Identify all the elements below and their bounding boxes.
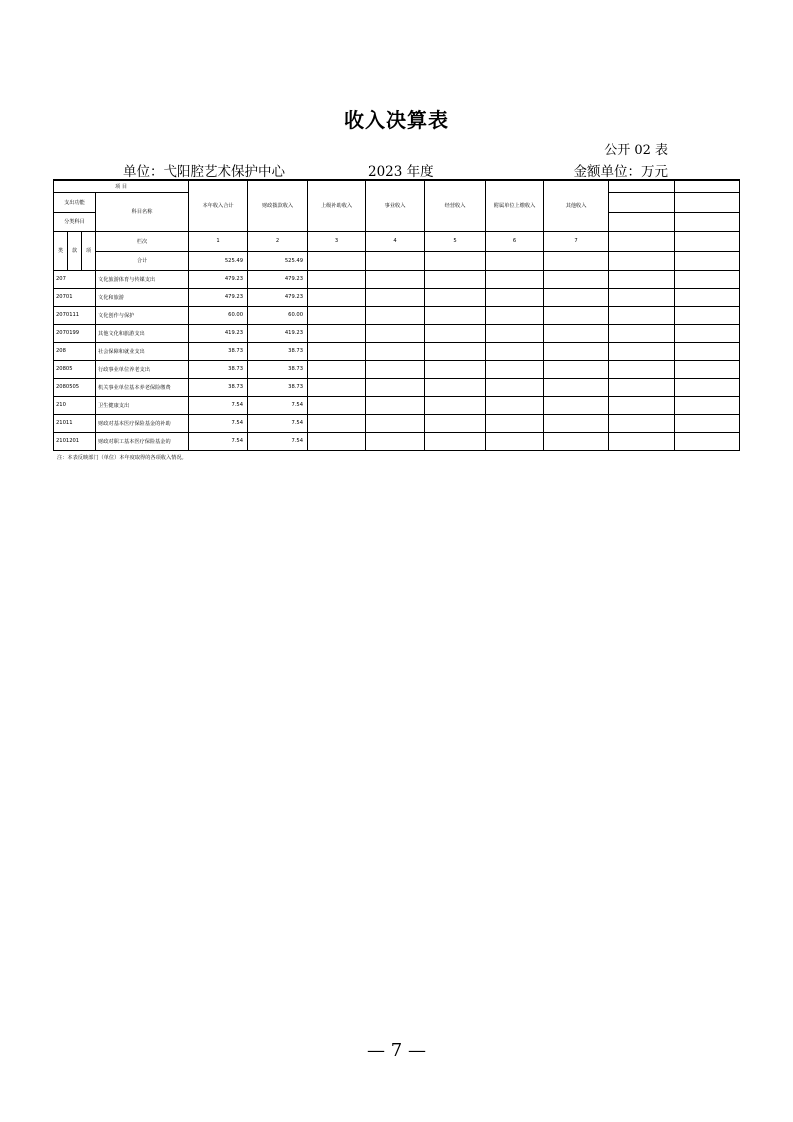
row-name: 其他文化和旅游支出 (96, 324, 189, 342)
total-row (54, 251, 740, 270)
col-seq-label: 栏次 (96, 231, 189, 251)
table-row (54, 378, 740, 396)
total-row-label: 合计 (96, 251, 189, 270)
row-total: 7.54 (189, 414, 248, 432)
row-code: 21011 (54, 414, 96, 432)
table-row (54, 432, 740, 450)
col-number: 5 (425, 231, 486, 251)
row-code: 2101201 (54, 432, 96, 450)
page-number: — 7 — (367, 1040, 426, 1061)
row-name: 机关事业单位基本养老保险缴费 (96, 378, 189, 396)
row-fiscal: 7.54 (248, 432, 308, 450)
table-row (54, 396, 740, 414)
func-class-label: 支出功能 (54, 192, 96, 212)
row-name: 文化创作与保护 (96, 306, 189, 324)
row-name: 文化旅游体育与传媒支出 (96, 270, 189, 288)
col-number: 3 (308, 231, 366, 251)
row-code: 207 (54, 270, 96, 288)
project-header: 项 目 (54, 180, 189, 192)
row-name: 财政对基本医疗保险基金的补助 (96, 414, 189, 432)
form-number: 公开 02 表 (604, 143, 668, 158)
table-note: 注：本表反映部门（单位）本年度取得的各项收入情况。 (57, 455, 187, 461)
total-fiscal-income: 525.49 (248, 251, 308, 270)
col-number: 2 (248, 231, 308, 251)
col-number: 4 (366, 231, 425, 251)
row-total: 479.23 (189, 288, 248, 306)
row-name: 社会保障和就业支出 (96, 342, 189, 360)
row-total: 38.73 (189, 378, 248, 396)
kuan-header: 款 (68, 231, 82, 270)
row-code: 2070199 (54, 324, 96, 342)
table-row (54, 306, 740, 324)
year-label: 2023 年度 (368, 164, 434, 180)
col-header-fiscal: 财政拨款收入 (248, 180, 308, 231)
row-code: 2070111 (54, 306, 96, 324)
table-row (54, 342, 740, 360)
row-code: 208 (54, 342, 96, 360)
blank-cell (609, 180, 675, 192)
xiang-header: 项 (82, 231, 96, 270)
row-name: 文化和旅游 (96, 288, 189, 306)
unit-label: 单位：弋阳腔艺术保护中心 (123, 164, 285, 180)
col-number: 1 (189, 231, 248, 251)
row-name: 卫生健康支出 (96, 396, 189, 414)
blank-cell (675, 192, 740, 212)
income-statement-table (53, 179, 740, 451)
row-total: 7.54 (189, 432, 248, 450)
table-row (54, 360, 740, 378)
blank-cell (675, 180, 740, 192)
col-header-operating: 经营收入 (425, 180, 486, 231)
amount-unit-label: 金额单位：万元 (573, 164, 668, 180)
col-number: 7 (544, 231, 609, 251)
report-meta (0, 160, 793, 178)
row-fiscal: 38.73 (248, 378, 308, 396)
subject-class-label: 分类科目 (54, 212, 96, 231)
row-total: 38.73 (189, 360, 248, 378)
row-fiscal: 479.23 (248, 288, 308, 306)
blank-cell (609, 192, 675, 212)
row-fiscal: 7.54 (248, 414, 308, 432)
row-name: 行政事业单位养老支出 (96, 360, 189, 378)
row-fiscal: 38.73 (248, 360, 308, 378)
row-fiscal: 7.54 (248, 396, 308, 414)
blank-cell (609, 212, 675, 231)
table-row (54, 270, 740, 288)
table-row (54, 288, 740, 306)
row-fiscal: 479.23 (248, 270, 308, 288)
row-total: 60.00 (189, 306, 248, 324)
row-fiscal: 419.23 (248, 324, 308, 342)
row-fiscal: 38.73 (248, 342, 308, 360)
table-row (54, 324, 740, 342)
col-header-affiliated: 附属单位上缴收入 (486, 180, 544, 231)
row-code: 20701 (54, 288, 96, 306)
blank-cell (675, 212, 740, 231)
row-name: 财政对职工基本医疗保险基金的 (96, 432, 189, 450)
row-total: 7.54 (189, 396, 248, 414)
row-code: 2080505 (54, 378, 96, 396)
col-number: 6 (486, 231, 544, 251)
col-header-superior-subsidy: 上级补助收入 (308, 180, 366, 231)
blank-cell (609, 231, 675, 251)
col-header-other: 其他收入 (544, 180, 609, 231)
lei-header: 类 (54, 231, 68, 270)
table-row (54, 414, 740, 432)
row-total: 38.73 (189, 342, 248, 360)
col-header-business: 事业收入 (366, 180, 425, 231)
col-header-total: 本年收入合计 (189, 180, 248, 231)
subject-name-header: 科目名称 (96, 192, 189, 231)
row-total: 419.23 (189, 324, 248, 342)
total-income-total: 525.49 (189, 251, 248, 270)
page-title: 收入决算表 (344, 108, 449, 132)
row-code: 20805 (54, 360, 96, 378)
row-fiscal: 60.00 (248, 306, 308, 324)
row-code: 210 (54, 396, 96, 414)
row-total: 479.23 (189, 270, 248, 288)
blank-cell (675, 231, 740, 251)
